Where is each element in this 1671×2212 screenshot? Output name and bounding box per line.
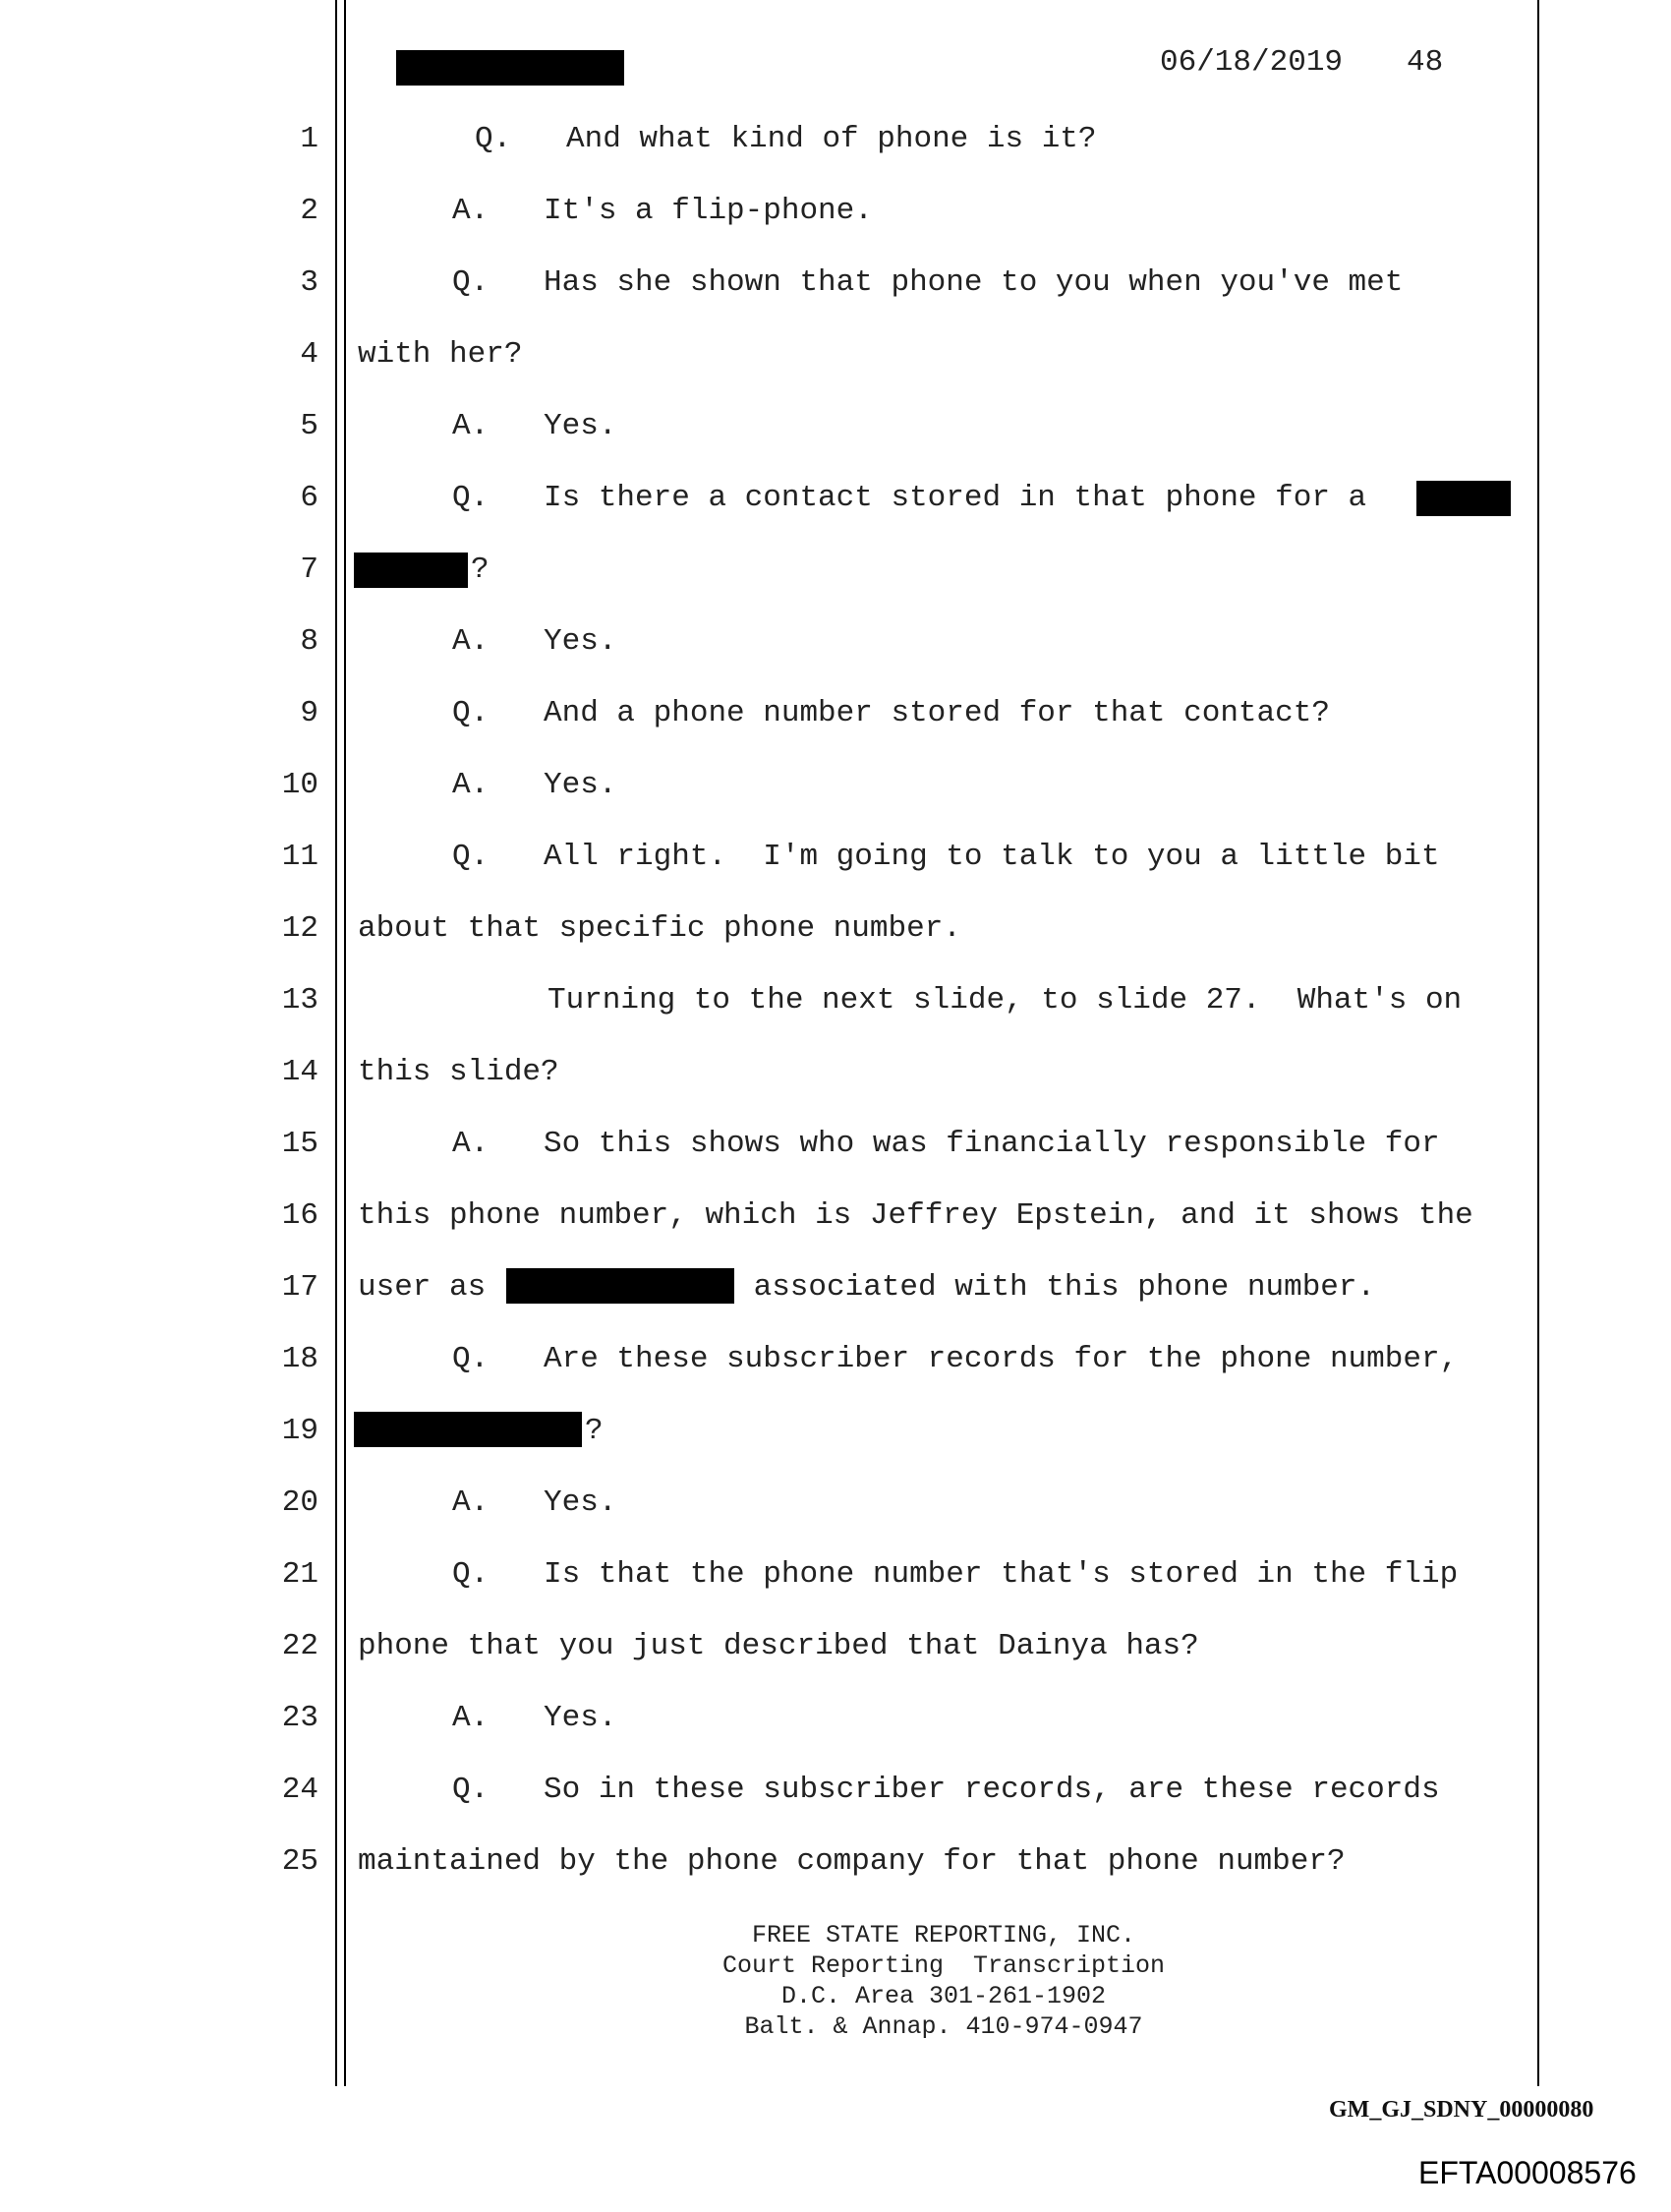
line-number: 20 [281,1485,318,1520]
right-margin-rule [1537,0,1539,2086]
transcript-line: A. So this shows who was financially responsible for [452,1127,1440,1161]
line-number: 8 [300,624,318,659]
footer-company: FREE STATE REPORTING, INC. [751,1921,1136,1950]
line-number: 24 [281,1773,318,1807]
line-number: 2 [300,194,318,228]
header-page-number: 48 [1407,45,1444,80]
line-number: 25 [281,1844,318,1879]
transcript-line: Q. Is there a contact stored in that phone for a [452,481,1385,515]
line-number: 15 [281,1127,318,1161]
line-number: 22 [281,1629,318,1663]
transcript-line: phone that you just described that Dainya has? [358,1629,1199,1663]
line-number: 14 [281,1055,318,1089]
transcript-line: Q. Is that the phone number that's stored in the flip [452,1557,1459,1592]
redaction [354,553,468,588]
transcript-line: A. Yes. [452,1485,617,1520]
transcript-line: Q. Are these subscriber records for the phone number, [452,1342,1459,1376]
line-number: 3 [300,265,318,300]
transcript-line: with her? [358,337,523,372]
line-number: 4 [300,337,318,372]
line-number: 23 [281,1701,318,1735]
line-number: 19 [281,1414,318,1448]
line-number: 21 [281,1557,318,1592]
transcript-line: Q. Has she shown that phone to you when you've met [452,265,1404,300]
transcript-line: this slide? [358,1055,559,1089]
line-number: 18 [281,1342,318,1376]
redaction [354,1412,582,1447]
line-number: 7 [300,553,318,587]
line-number: 13 [281,983,318,1018]
transcript-line: user as [358,1270,504,1305]
header-redaction [396,50,624,86]
line-number: 1 [300,122,318,156]
transcript-line: Q. All right. I'm going to talk to you a little bit [452,840,1440,874]
left-margin-rule-1 [335,0,337,2086]
bates-number-gm: GM_GJ_SDNY_00000080 [1329,2097,1594,2123]
line-number: 9 [300,696,318,730]
line-number: 12 [281,911,318,946]
line-number: 17 [281,1270,318,1305]
line-number: 6 [300,481,318,515]
transcript-line: ? [585,1414,604,1448]
header-date: 06/18/2019 [1160,45,1344,80]
reporter-footer [688,1920,1199,2042]
transcript-line: maintained by the phone company for that phone number? [358,1844,1346,1879]
bates-number-efta: EFTA00008576 [1418,2155,1637,2190]
transcript-line: ? [471,553,490,587]
transcript-line: Q. And a phone number stored for that contact? [452,696,1330,730]
left-margin-rule-2 [344,0,346,2086]
redaction [506,1268,734,1304]
transcript-line: associated with this phone number. [735,1270,1376,1305]
transcript-line: this phone number, which is Jeffrey Epstein, and it shows the [358,1198,1473,1233]
transcript-line: Q. So in these subscriber records, are these records [452,1773,1440,1807]
line-number: 16 [281,1198,318,1233]
transcript-line: Q. And what kind of phone is it? [475,122,1097,156]
transcript-line: A. Yes. [452,624,617,659]
footer-balt-phone: Balt. & Annap. 410-974-0947 [744,2012,1143,2041]
transcript-line: A. It's a flip-phone. [452,194,873,228]
line-number: 11 [281,840,318,874]
line-number: 10 [281,768,318,802]
redaction [1416,481,1511,516]
transcript-line: A. Yes. [452,768,617,802]
line-number: 5 [300,409,318,443]
footer-dc-phone: D.C. Area 301-261-1902 [780,1982,1107,2010]
transcript-line: A. Yes. [452,409,617,443]
transcript-line: Turning to the next slide, to slide 27. What's on [547,983,1463,1018]
footer-services: Court Reporting Transcription [721,1951,1166,1980]
transcript-line: about that specific phone number. [358,911,961,946]
transcript-line: A. Yes. [452,1701,617,1735]
